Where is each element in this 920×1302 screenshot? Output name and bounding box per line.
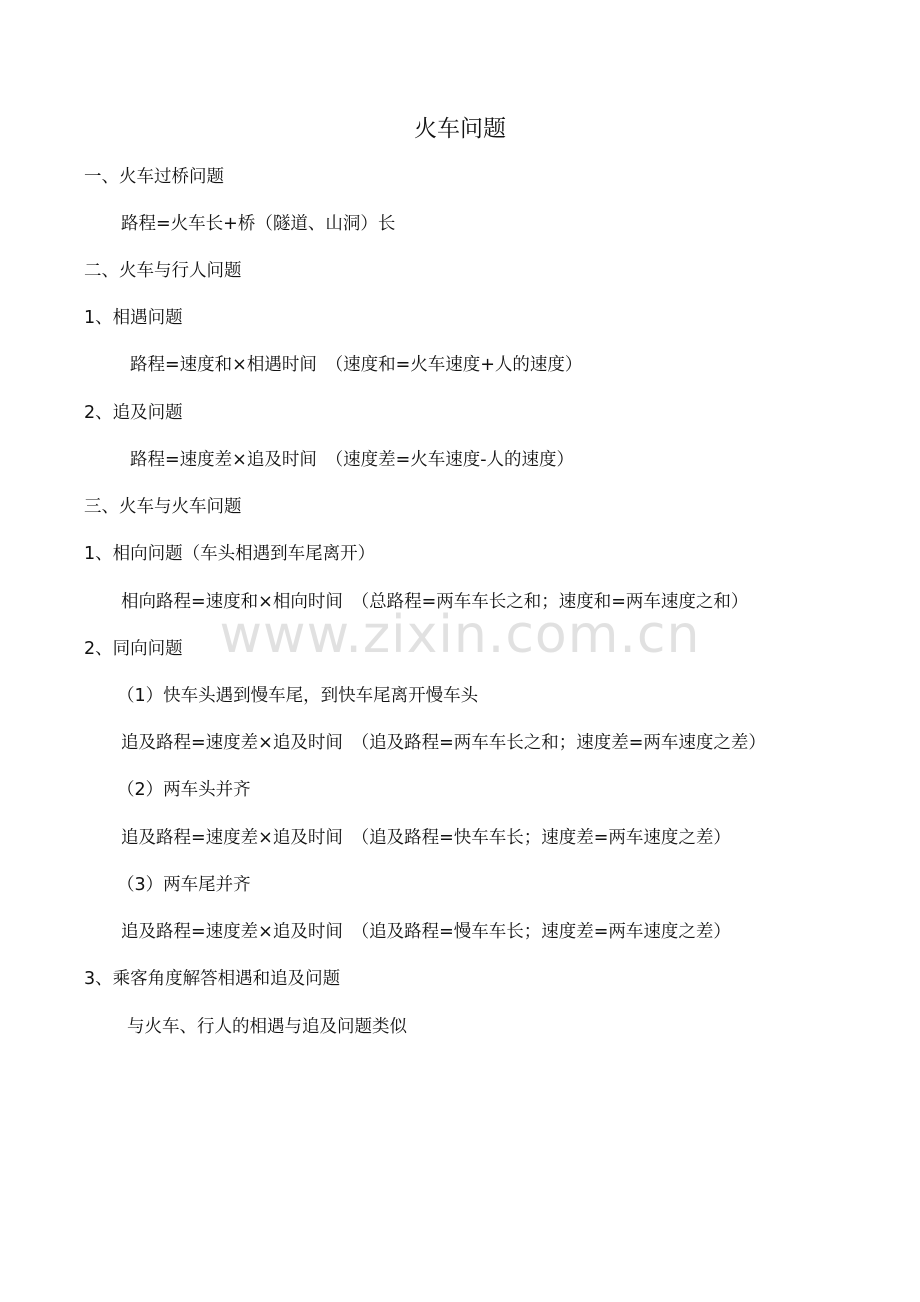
case-3-heading: （3）两车尾并齐	[117, 875, 251, 895]
formula-case-1: 追及路程=速度差×追及时间 （追及路程=两车车长之和；速度差=两车速度之差）	[121, 733, 766, 753]
watermark-text: www.zixin.com.cn	[219, 605, 701, 665]
section-heading-2: 二、火车与行人问题	[84, 261, 242, 281]
subheading-chase: 2、追及问题	[84, 403, 183, 423]
subheading-opposite: 1、相向问题（车头相遇到车尾离开）	[84, 544, 376, 564]
formula-case-3: 追及路程=速度差×追及时间 （追及路程=慢车车长；速度差=两车速度之差）	[121, 922, 731, 942]
formula-meet: 路程=速度和×相遇时间 （速度和=火车速度+人的速度）	[130, 355, 583, 375]
formula-chase: 路程=速度差×追及时间 （速度差=火车速度-人的速度）	[130, 450, 575, 470]
case-1-heading: （1）快车头遇到慢车尾，到快车尾离开慢车头	[117, 686, 479, 706]
section-heading-1: 一、火车过桥问题	[84, 167, 224, 187]
passenger-note: 与火车、行人的相遇与追及问题类似	[127, 1017, 407, 1037]
formula-bridge: 路程=火车长+桥（隧道、山洞）长	[121, 214, 396, 234]
section-heading-3: 三、火车与火车问题	[84, 497, 242, 517]
subheading-same-direction: 2、同向问题	[84, 639, 183, 659]
case-2-heading: （2）两车头并齐	[117, 780, 251, 800]
document-title: 火车问题	[414, 116, 506, 142]
subheading-meet: 1、相遇问题	[84, 308, 183, 328]
subheading-passenger: 3、乘客角度解答相遇和追及问题	[84, 969, 341, 989]
formula-opposite: 相向路程=速度和×相向时间 （总路程=两车车长之和；速度和=两车速度之和）	[121, 592, 749, 612]
formula-case-2: 追及路程=速度差×追及时间 （追及路程=快车车长；速度差=两车速度之差）	[121, 828, 731, 848]
